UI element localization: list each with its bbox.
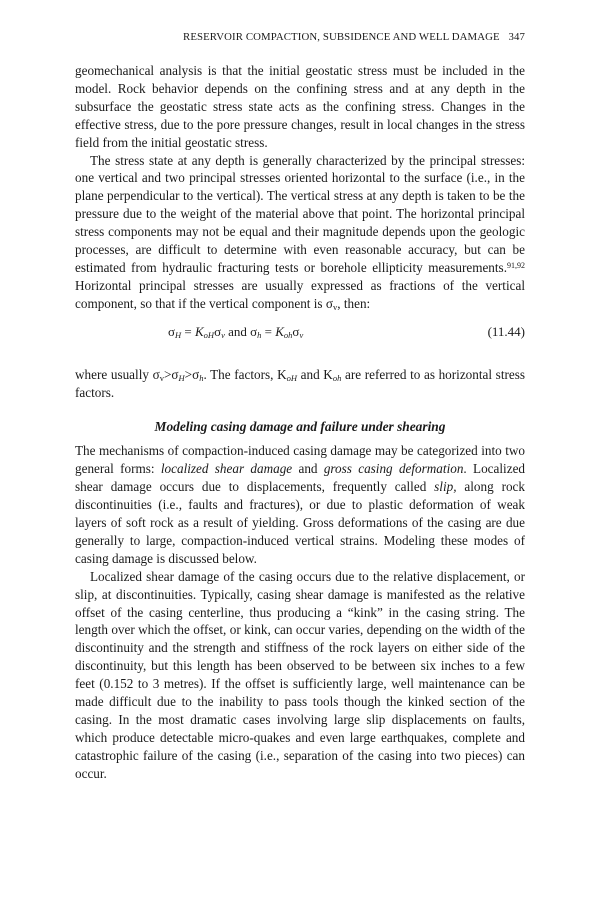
paragraph-2-text-a: The stress state at any depth is generally characterized by the principal stresses: one vertical and two principal stresses oriented horizontal to the surface (i.e., in the plane perpendicular to the vertical). The vertical stress at any depth is taken to be the pressure due to the weight of the material above that point. The horizontal principal stress components may not be equal and their magnitude depends upon the geologic processes, are difficult to determine with even reasonable accuracy, but can be estimated from hydraulic fracturing tests or borehole ellipticity measurements. (75, 152, 525, 275)
section-heading: Modeling casing damage and failure under shearing (154, 418, 446, 434)
subscript-v: v (332, 301, 338, 312)
paragraph-2-text-c: , then: (337, 295, 371, 311)
paragraph-3: where usually $\sigma_v>\sigma_H>\sigma_h$. The factors, $K_{oH}$ and $K_{oh}$ are referred to as horizontal stress factors. (75, 366, 525, 400)
paragraph-5: Localized shear damage of the casing occurs due to the relative displacement, or slip, at discontinuities. Typically, casing shear damage is manifested as the relative offset of the casing centerline, thus producing a “kink” in the casing string. The length over which the offset, or kink, can occur varies, depending on the width of the discontinuity and the strength and stiffness of the rock layers on either side of the discontinuity, but this length has been observed to be between six inches to a few feet (0.152 to 3 metres). If the offset is sufficiently large, well maintenance can be made difficult due to the inability to pass tools though the kinked section of the casing. In the most dramatic cases involving large slip displacements on faults, which produce detectable micro-quakes and even large earthquakes, complete and catastrophic failure of the casing (i.e., separation of the casing into two pieces) can occur. (75, 568, 525, 781)
running-title: RESERVOIR COMPACTION, SUBSIDENCE AND WELL DAMAGE (183, 31, 500, 43)
reference-superscript: 91,92 (507, 260, 525, 270)
running-header (75, 30, 525, 44)
equation-expression: $\sigma_H = K_{oH}\sigma_v$ and $\sigma_h = K_{oh}\sigma_v$ (168, 323, 304, 340)
paragraph-4: The mechanisms of compaction-induced casing damage may be categorized into two general forms: localized shear damage and gross casing deformation. Localized shear damage occurs due to displacements, frequently called slip, along rock discontinuities (i.e., faults and fractures), or due to plastic deformation of weak layers of soft rock as a result of yielding. Gross deformations of the casing are due generally to large, compaction-induced vertical strains. Modeling these modes of casing damage is discussed below. (75, 443, 526, 566)
page (75, 30, 525, 783)
page-number: 347 (508, 31, 525, 43)
equation-11-44 (75, 323, 525, 345)
paragraph-2 (75, 152, 525, 313)
equation-number: (11.44) (487, 323, 525, 339)
paragraph-1: geomechanical analysis is that the initial geostatic stress must be included in the model. Rock behavior depends on the confining stress and at any depth in the subsurface the geostatic stress state acts as the confining stress. Changes in the effective stress, due to the pore pressure changes, result in local changes in the stress field from the initial geostatic stress. (75, 63, 525, 150)
paragraph-2-text-b: Horizontal principal stresses are usually expressed as fractions of the vertical component, so that if the vertical component is σ (75, 277, 525, 311)
